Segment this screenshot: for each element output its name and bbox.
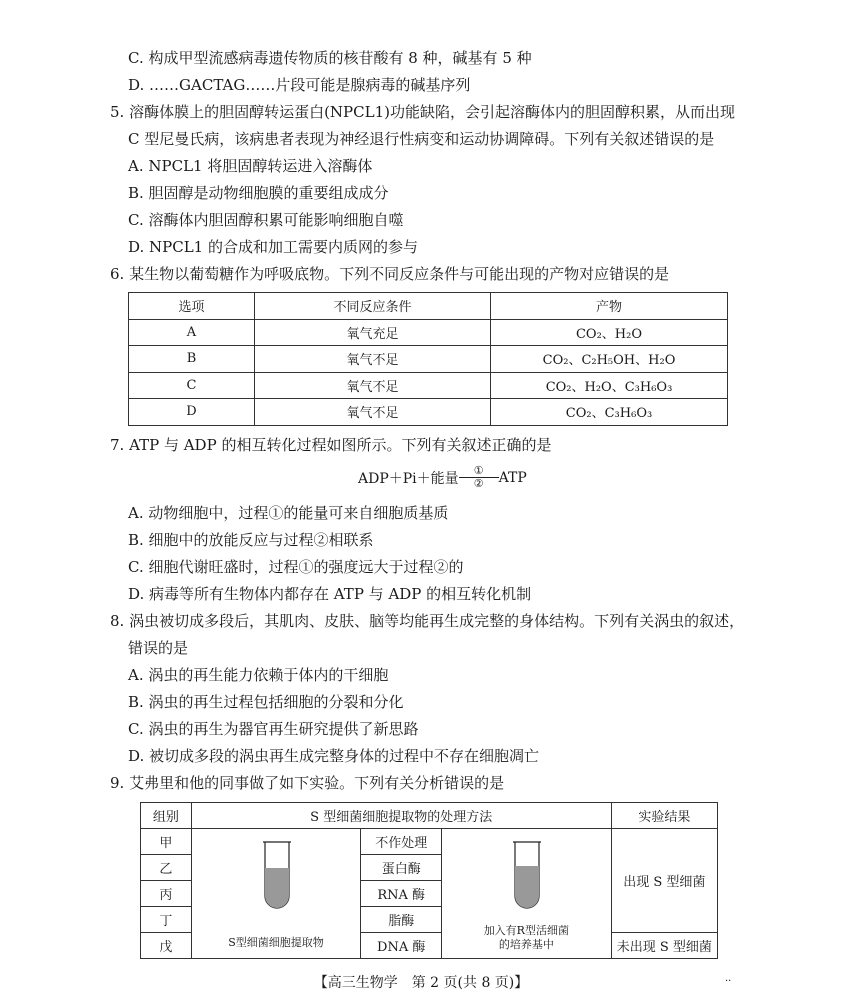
culture-caption-line1: 加入有R型活细菌 xyxy=(483,924,569,937)
table-cell: B xyxy=(129,346,255,373)
table-cell: CO₂、H₂O、C₃H₆O₃ xyxy=(491,372,728,399)
q5-option-a: A. NPCL1 将胆固醇转运进入溶酶体 xyxy=(128,157,373,175)
q5-option-b: B. 胆固醇是动物细胞膜的重要组成成分 xyxy=(128,184,389,202)
q4-option-d: D. ……GACTAG……片段可能是腺病毒的碱基序列 xyxy=(128,76,471,94)
result-cell: 出现 S 型细菌 xyxy=(611,829,717,933)
q5-option-c: C. 溶酶体内胆固醇积累可能影响细胞自噬 xyxy=(128,211,404,229)
q7-option-d: D. 病毒等所有生物体内都存在 ATP 与 ADP 的相互转化机制 xyxy=(128,585,532,603)
result-cell: 未出现 S 型细菌 xyxy=(611,933,717,959)
treatment-cell: 不作处理 xyxy=(361,829,442,855)
table-row xyxy=(129,372,728,399)
table-header: 选项 xyxy=(129,293,255,320)
table-header: 产物 xyxy=(491,293,728,320)
table-cell: C xyxy=(129,372,255,399)
process-1-label: ① xyxy=(473,464,484,477)
table-cell: 氧气充足 xyxy=(255,319,491,346)
table-header: 实验结果 xyxy=(611,803,717,829)
treatment-cell: RNA 酶 xyxy=(361,881,442,907)
q9-stem: 9. 艾弗里和他的同事做了如下实验。下列有关分析错误的是 xyxy=(110,774,505,792)
table-header: 不同反应条件 xyxy=(255,293,491,320)
group-cell: 丙 xyxy=(141,881,192,907)
treatment-cell: 蛋白酶 xyxy=(361,855,442,881)
q4-option-c: C. 构成甲型流感病毒遗传物质的核苷酸有 8 种，碱基有 5 种 xyxy=(128,49,532,67)
table-row xyxy=(141,829,718,855)
q6-table xyxy=(128,292,728,426)
table-header: 组别 xyxy=(141,803,192,829)
table-cell: 氧气不足 xyxy=(255,372,491,399)
q8-option-a: A. 涡虫的再生能力依赖于体内的干细胞 xyxy=(128,666,389,684)
extract-tube-cell xyxy=(191,829,361,959)
q6-stem: 6. 某生物以葡萄糖作为呼吸底物。下列不同反应条件与可能出现的产物对应错误的是 xyxy=(110,265,670,283)
q8-option-c: C. 涡虫的再生为器官再生研究提供了新思路 xyxy=(128,720,419,738)
reversible-arrow-icon xyxy=(459,465,499,490)
treatment-cell: DNA 酶 xyxy=(361,933,442,959)
q7-option-a: A. 动物细胞中，过程①的能量可来自细胞质基质 xyxy=(128,504,449,522)
table-row xyxy=(129,399,728,426)
table-header: S 型细菌细胞提取物的处理方法 xyxy=(191,803,611,829)
q5-stem-line2: C 型尼曼氏病，该病患者表现为神经退行性病变和运动协调障碍。下列有关叙述错误的是 xyxy=(128,130,715,148)
culture-caption-line2: 的培养基中 xyxy=(498,938,554,951)
table-cell: D xyxy=(129,399,255,426)
table-row xyxy=(129,319,728,346)
q9-table xyxy=(140,802,718,959)
q7-stem: 7. ATP 与 ADP 的相互转化过程如图所示。下列有关叙述正确的是 xyxy=(110,436,552,454)
atp-adp-equation xyxy=(358,465,527,490)
table-cell: A xyxy=(129,319,255,346)
q7-option-c: C. 细胞代谢旺盛时，过程①的强度远大于过程②的 xyxy=(128,558,464,576)
q8-stem-line2: 错误的是 xyxy=(128,639,189,657)
table-cell: CO₂、C₃H₆O₃ xyxy=(491,399,728,426)
table-row xyxy=(129,346,728,373)
table-cell: 氧气不足 xyxy=(255,346,491,373)
group-cell: 丁 xyxy=(141,907,192,933)
group-cell: 乙 xyxy=(141,855,192,881)
table-header-row xyxy=(141,803,718,829)
q5-stem-line1: 5. 溶酶体膜上的胆固醇转运蛋白(NPCL1)功能缺陷，会引起溶酶体内的胆固醇积累，从而出现 xyxy=(110,103,735,121)
corner-mark: ·· xyxy=(725,976,732,987)
table-cell: 氧气不足 xyxy=(255,399,491,426)
extract-caption: S型细菌细胞提取物 xyxy=(228,936,324,949)
table-cell: CO₂、C₂H₅OH、H₂O xyxy=(491,346,728,373)
q7-option-b: B. 细胞中的放能反应与过程②相联系 xyxy=(128,531,374,549)
group-cell: 戊 xyxy=(141,933,192,959)
q8-option-b: B. 涡虫的再生过程包括细胞的分裂和分化 xyxy=(128,693,404,711)
test-tube-icon xyxy=(507,840,547,912)
q5-option-d: D. NPCL1 的合成和加工需要内质网的参与 xyxy=(128,238,418,256)
treatment-cell: 脂酶 xyxy=(361,907,442,933)
equation-left: ADP＋Pi＋能量 xyxy=(358,470,459,487)
process-2-label: ② xyxy=(473,477,484,490)
table-cell: CO₂、H₂O xyxy=(491,319,728,346)
q8-stem-line1: 8. 涡虫被切成多段后，其肌肉、皮肤、脑等均能再生成完整的身体结构。下列有关涡虫的叙述， xyxy=(110,612,745,630)
equation-right: ATP xyxy=(498,469,527,486)
group-cell: 甲 xyxy=(141,829,192,855)
test-tube-icon xyxy=(257,840,297,912)
page-footer: 【高三生物学 第 2 页(共 8 页)】 xyxy=(313,975,529,991)
table-header-row xyxy=(129,293,728,320)
q8-option-d: D. 被切成多段的涡虫再生成完整身体的过程中不存在细胞凋亡 xyxy=(128,747,540,765)
culture-tube-cell xyxy=(442,829,612,959)
